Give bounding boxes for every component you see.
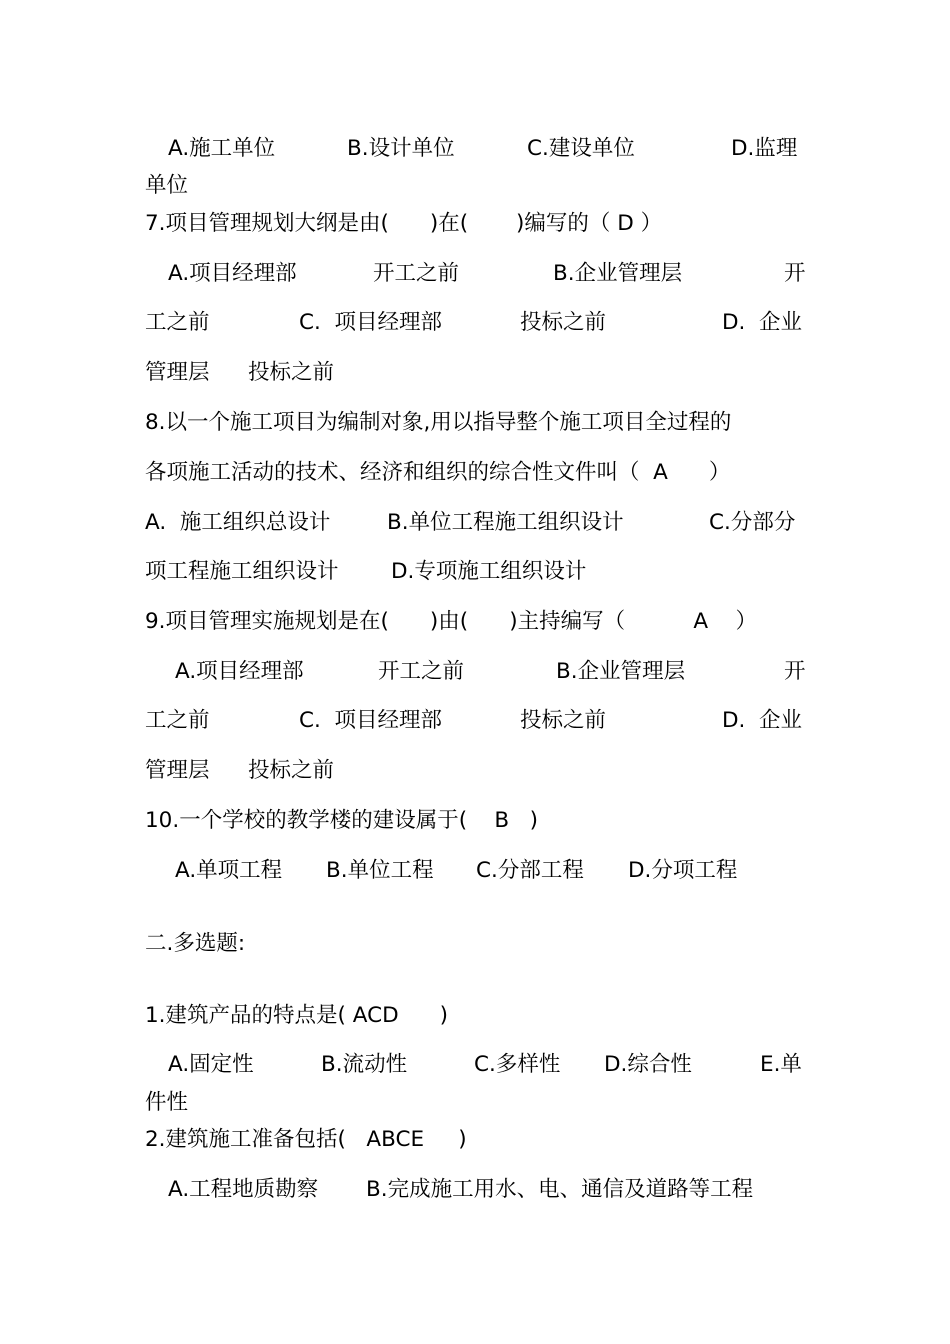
q7-option-c-label: C. 项目经理部	[299, 310, 443, 335]
q8-stem-part-1: 8.以一个施工项目为编制对象,用以指导整个施工项目全过程的	[145, 410, 732, 435]
q10-options-line	[0, 851, 950, 891]
q9-stem-line	[0, 602, 950, 642]
m2-option-b: B.完成施工用水、电、通信及道路等工程	[366, 1177, 754, 1202]
q6-option-c: C.建设单位	[527, 136, 635, 161]
m1-option-c: C.多样性	[474, 1052, 561, 1077]
q7-option-b-time: 开	[784, 261, 806, 286]
m1-option-a: A.固定性	[168, 1052, 254, 1077]
m2-stem: 2.建筑施工准备包括( ABCE )	[145, 1127, 467, 1152]
m1-options-line	[0, 1045, 950, 1085]
q9-option-b-label: B.企业管理层	[556, 659, 686, 684]
q10-stem: 10.一个学校的教学楼的建设属于( B )	[145, 808, 539, 833]
q8-option-d: D.专项施工组织设计	[391, 559, 587, 584]
q7-stem: 7.项目管理规划大纲是由( )在( )编写的（ D ）	[145, 211, 663, 236]
q8-stem-line-2	[0, 453, 950, 493]
q9-options-line-1	[0, 652, 950, 692]
q10-option-a: A.单项工程	[175, 858, 283, 883]
q7-stem-line	[0, 204, 950, 244]
q8-stem-part-2: 各项施工活动的技术、经济和组织的综合性文件叫（ A ）	[145, 460, 731, 485]
section-2-heading: 二.多选题:	[145, 931, 246, 956]
q9-option-b-time-continued: 工之前	[145, 708, 210, 733]
q6-options-line	[0, 129, 950, 169]
m1-option-e-continued: 件性	[145, 1090, 189, 1115]
m1-stem: 1.建筑产品的特点是( ACD )	[145, 1003, 449, 1028]
q9-options-line-3	[0, 751, 950, 791]
q8-options-line-1	[0, 503, 950, 543]
m1-option-e: E.单	[760, 1052, 802, 1077]
q7-option-b-time-continued: 工之前	[145, 310, 210, 335]
q6-option-b: B.设计单位	[347, 136, 455, 161]
q9-option-d-label: D. 企业	[722, 708, 803, 733]
q10-option-c: C.分部工程	[476, 858, 584, 883]
q6-options-line-continued	[0, 166, 950, 206]
q8-stem-line-1	[0, 403, 950, 443]
q7-option-c-time: 投标之前	[520, 310, 607, 335]
q8-option-b: B.单位工程施工组织设计	[387, 510, 624, 535]
q9-option-a-time: 开工之前	[378, 659, 465, 684]
m1-options-line-continued	[0, 1083, 950, 1123]
q6-option-d: D.监理	[731, 136, 798, 161]
q9-option-b-time: 开	[784, 659, 806, 684]
q10-stem-line	[0, 801, 950, 841]
q9-options-line-2	[0, 701, 950, 741]
q8-option-c: C.分部分	[709, 510, 796, 535]
q7-option-a-label: A.项目经理部	[168, 261, 297, 286]
q8-option-c-continued: 项工程施工组织设计	[145, 559, 339, 584]
q7-option-a-time: 开工之前	[373, 261, 460, 286]
q7-options-line-3	[0, 353, 950, 393]
q7-option-d-time: 投标之前	[248, 360, 335, 385]
q7-options-line-1	[0, 254, 950, 294]
q8-options-line-2	[0, 552, 950, 592]
q7-options-line-2	[0, 303, 950, 343]
m1-option-b: B.流动性	[321, 1052, 408, 1077]
m2-stem-line	[0, 1120, 950, 1160]
q7-option-d-label: D. 企业	[722, 310, 803, 335]
q9-option-c-label: C. 项目经理部	[299, 708, 443, 733]
q8-option-a: A. 施工组织总设计	[145, 510, 331, 535]
section-2-heading-line	[0, 924, 950, 964]
q9-option-d-time: 投标之前	[248, 758, 335, 783]
q10-option-b: B.单位工程	[326, 858, 434, 883]
m1-stem-line	[0, 996, 950, 1036]
q9-option-d-label-continued: 管理层	[145, 758, 210, 783]
m2-option-a: A.工程地质勘察	[168, 1177, 319, 1202]
m1-option-d: D.综合性	[604, 1052, 692, 1077]
q9-option-c-time: 投标之前	[520, 708, 607, 733]
q9-option-a-label: A.项目经理部	[175, 659, 304, 684]
m2-options-line	[0, 1170, 950, 1210]
q6-option-d-continued: 单位	[145, 173, 189, 198]
q7-option-b-label: B.企业管理层	[553, 261, 683, 286]
q6-option-a: A.施工单位	[168, 136, 276, 161]
q9-stem: 9.项目管理实施规划是在( )由( )主持编写（ A ）	[145, 609, 757, 634]
q7-option-d-label-continued: 管理层	[145, 360, 210, 385]
q10-option-d: D.分项工程	[628, 858, 738, 883]
